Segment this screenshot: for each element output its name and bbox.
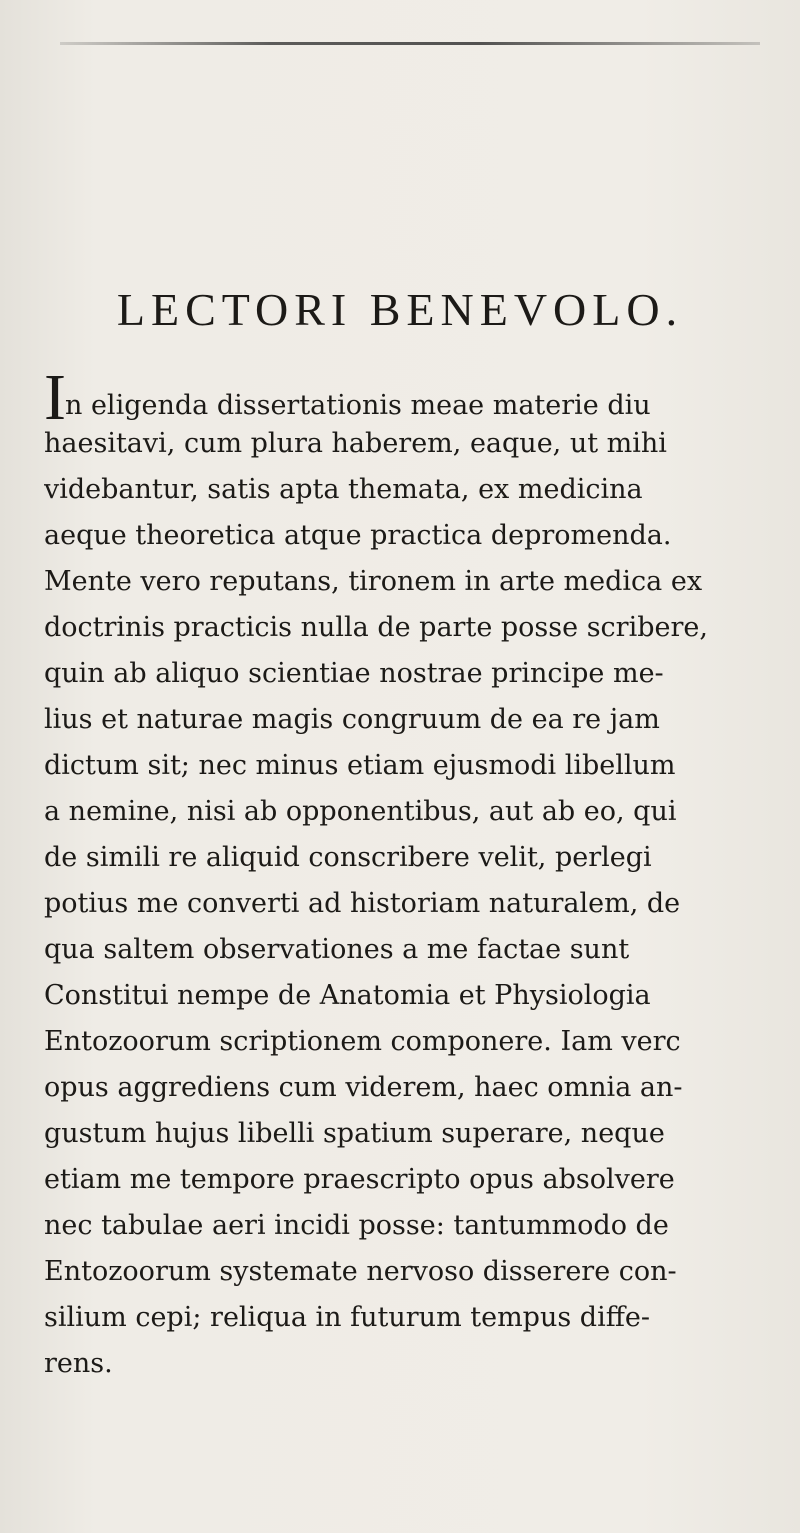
text-line-18: etiam me tempore praescripto opus absolvere <box>44 1164 675 1195</box>
text-line-13: qua saltem observationes a me factae sunt <box>44 934 630 965</box>
initial-letter: I <box>44 375 66 421</box>
text-line-19: nec tabulae aeri incidi posse: tantummodo de <box>44 1210 669 1241</box>
text-line-10: a nemine, nisi ab opponentibus, aut ab eo, qui <box>44 796 677 827</box>
text-line-3: videbantur, satis apta themata, ex medicina <box>44 474 643 505</box>
text-line-9: dictum sit; nec minus etiam ejusmodi libellum <box>44 750 676 781</box>
text-line-22: rens. <box>44 1348 113 1379</box>
text-line-14: Constitui nempe de Anatomia et Physiologia <box>44 980 651 1011</box>
page-title: LECTORI BENEVOLO. <box>116 284 684 335</box>
text-line-8: lius et naturae magis congruum de ea re jam <box>44 704 660 735</box>
text-line-1: In eligenda dissertationis meae materie diu <box>44 375 800 421</box>
text-line-11: de simili re aliquid conscribere velit, perlegi <box>44 842 652 873</box>
text-line-4: aeque theoretica atque practica depromenda. <box>44 520 672 551</box>
text-line-2: haesitavi, cum plura haberem, eaque, ut mihi <box>44 428 667 459</box>
text-line-21: silium cepi; reliqua in futurum tempus diffe- <box>44 1302 650 1333</box>
text-line-5: Mente vero reputans, tironem in arte medica ex <box>44 566 703 597</box>
text-line-15: Entozoorum scriptionem componere. Iam verc <box>44 1026 681 1057</box>
text-line-12: potius me converti ad historiam naturalem, de <box>44 888 681 919</box>
body-text <box>44 375 800 1387</box>
text-line-17: gustum hujus libelli spatium superare, neque <box>44 1118 665 1149</box>
text-line-7: quin ab aliquo scientiae nostrae principe me- <box>44 658 664 689</box>
top-rule <box>60 42 760 45</box>
text-line-20: Entozoorum systemate nervoso disserere con- <box>44 1256 677 1287</box>
text-line-16: opus aggrediens cum viderem, haec omnia an- <box>44 1072 683 1103</box>
text-line-6: doctrinis practicis nulla de parte posse scribere, <box>44 612 708 643</box>
